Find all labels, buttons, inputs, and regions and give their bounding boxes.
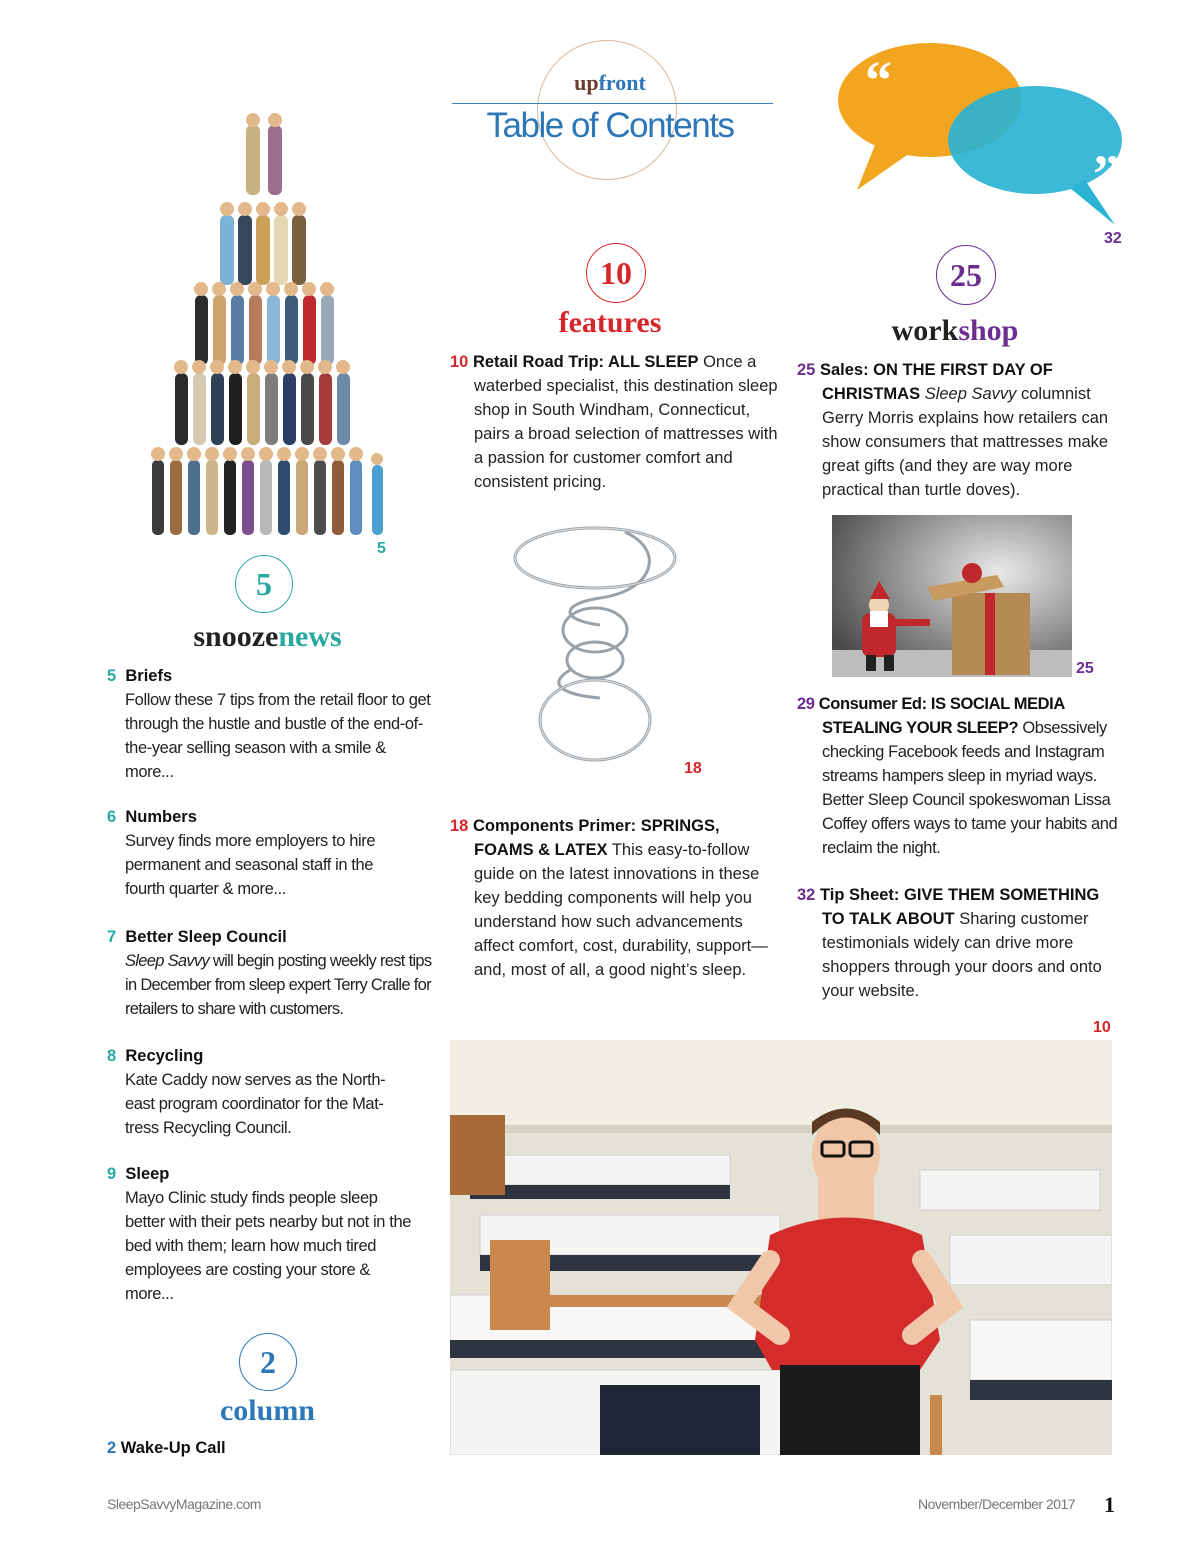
column-entry-wake-up-call[interactable]: 2 Wake-Up Call <box>107 1439 226 1457</box>
section-kicker: upfront <box>574 70 646 95</box>
santa-page-number[interactable]: 25 <box>1076 660 1094 677</box>
header-rule <box>452 103 773 104</box>
workshop-entry-sales[interactable]: 25 Sales: ON THE FIRST DAY OF CHRISTMAS Sleep Savvy columnist Gerry Morris explains how retailers can show consumers that mattresses make great gifts (and they are way more practical than turtle doves). <box>797 361 1109 499</box>
snoozenews-entry-briefs[interactable]: 5 Briefs Follow these 7 tips from the retail floor to get through the hustle and bustle of the end-of-the-year selling season with a smile & more... <box>107 667 431 781</box>
snoozenews-entry-sleep[interactable]: 9 Sleep Mayo Clinic study finds people sleep better with their pets nearby but not in the bed with them; learn how much tired employees are costing your store & more... <box>107 1165 411 1303</box>
workshop-badge: 25 <box>936 245 996 305</box>
svg-text:“: “ <box>865 50 892 110</box>
footer-page-number: 1 <box>1104 1492 1115 1517</box>
santa-gift-image[interactable] <box>832 515 1072 677</box>
features-entry-retail-road-trip[interactable]: 10 Retail Road Trip: ALL SLEEP Once a waterbed specialist, this destination sleep shop in South Windham, Connecticut, pairs a broad selection of mattresses with a passion for customer comfort and consistent pricing. <box>450 353 778 491</box>
spring-page-number[interactable]: 18 <box>684 760 702 777</box>
workshop-entry-tip-sheet[interactable]: 32 Tip Sheet: GIVE THEM SOMETHING TO TALK ABOUT Sharing customer testimonials widely can drive more shoppers through your doors and onto your website. <box>797 886 1102 1000</box>
svg-text:”: ” <box>1093 144 1120 204</box>
store-photo-page-number[interactable]: 10 <box>1093 1019 1111 1036</box>
people-pyramid-image[interactable] <box>140 110 400 540</box>
people-row-1 <box>246 113 282 195</box>
spring-coil-image[interactable] <box>505 520 685 780</box>
snoozenews-entry-numbers[interactable]: 6 Numbers Survey finds more employers to hire permanent and seasonal staff in the fourth quarter & more... <box>107 808 376 898</box>
features-badge: 10 <box>586 243 646 303</box>
speech-bubbles-image[interactable] <box>835 40 1125 230</box>
snoozenews-entry-better-sleep-council[interactable]: 7 Better Sleep Council Sleep Savvy will begin posting weekly rest tips in December from sleep expert Terry Cralle for retailers to share with customers. <box>107 928 432 1018</box>
cyan-speech-bubble-icon <box>948 86 1122 225</box>
workshop-entry-consumer-ed[interactable]: 29 Consumer Ed: IS SOCIAL MEDIA STEALING YOUR SLEEP? Obsessively checking Facebook feeds and Instagram streams hampers sleep in myriad ways. Better Sleep Council spokeswoman Lissa Coffey offers ways to tame your habits and reclaim the night. <box>797 695 1118 857</box>
snoozenews-badge: 5 <box>235 555 293 613</box>
people-row-5 <box>151 447 383 535</box>
column-heading: column <box>219 1394 315 1427</box>
column-badge: 2 <box>239 1333 297 1391</box>
snoozenews-entry-recycling[interactable]: 8 Recycling Kate Caddy now serves as the North-east program coordinator for the Mat-tress Recycling Council. <box>107 1047 386 1137</box>
features-heading: features <box>558 306 662 339</box>
footer-issue-date: November/December 2017 <box>918 1496 1076 1512</box>
snoozenews-heading: snoozenews <box>193 620 342 653</box>
footer-website[interactable]: SleepSavvyMagazine.com <box>107 1496 261 1512</box>
store-owner-photo[interactable] <box>450 1040 1112 1455</box>
people-row-4 <box>174 360 350 445</box>
bubble-page-number[interactable]: 32 <box>1104 230 1122 247</box>
people-row-2 <box>220 202 306 285</box>
features-entry-components-primer[interactable]: 18 Components Primer: SPRINGS, FOAMS & LATEX This easy-to-follow guide on the latest innovations in these key bedding components will help you understand how such advancements affect comfort, cost, durability, support—and, most of all, a good night’s sleep. <box>450 817 768 979</box>
pyramid-page-number[interactable]: 5 <box>377 540 386 557</box>
people-row-3 <box>194 282 334 365</box>
workshop-heading: workshop <box>891 314 1019 347</box>
page-title: Table of Contents <box>486 106 734 145</box>
